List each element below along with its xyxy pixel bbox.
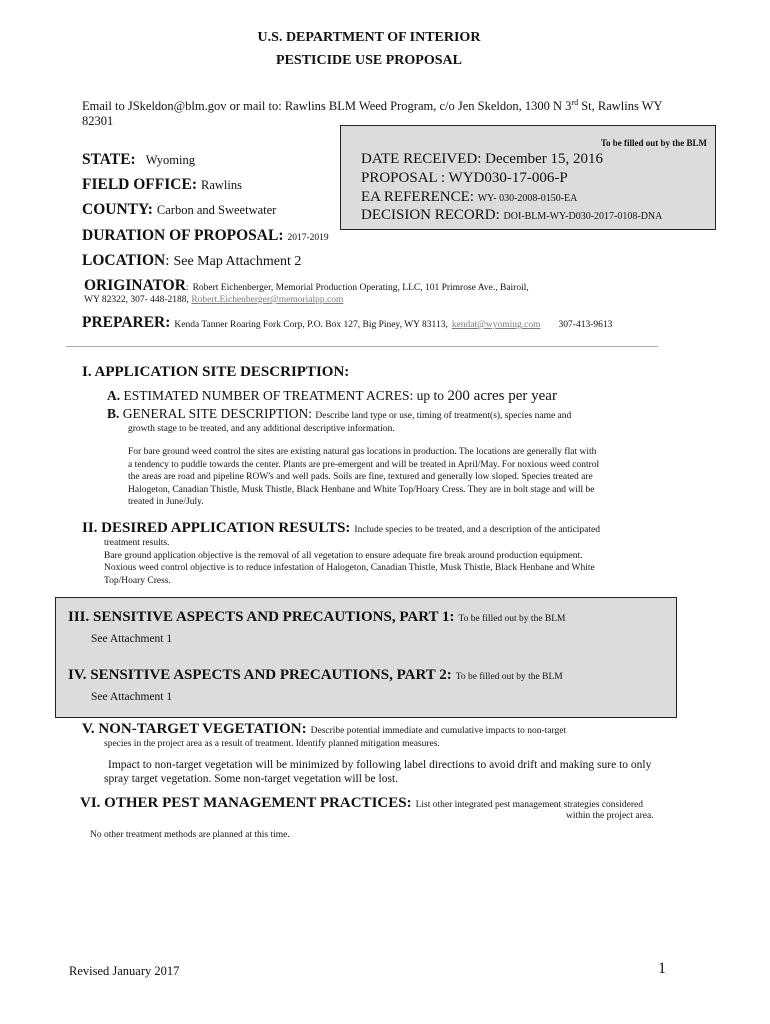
state-field: STATE: Wyoming (82, 151, 195, 168)
section-4-text: See Attachment 1 (91, 691, 173, 703)
email-instruction: Email to JSkeldon@blm.gov or mail to: Rawlins BLM Weed Program, c/o Jen Skeldon, 1300 N 3rd St, Rawlins WY (82, 98, 663, 114)
section-1b: B. GENERAL SITE DESCRIPTION: Describe land type or use, timing of treatment(s), species name and (107, 406, 572, 421)
section-1b-note: growth stage to be treated, and any additional descriptive information. (128, 424, 395, 434)
email-zip: 82301 (82, 114, 114, 128)
sensitive-aspects-box (55, 597, 677, 718)
section-4-title: IV. SENSITIVE ASPECTS AND PRECAUTIONS, PART 2: To be filled out by the BLM (68, 667, 563, 683)
divider (66, 346, 658, 347)
field-office-field: FIELD OFFICE: Rawlins (82, 176, 242, 193)
preparer-email-link[interactable]: kendat@wyoming.com (451, 320, 541, 330)
section-6-note: within the project area. (566, 811, 654, 821)
ea-reference: EA REFERENCE: WY- 030-2008-0150-EA (361, 189, 578, 205)
header-title: U.S. DEPARTMENT OF INTERIOR (257, 30, 481, 45)
section-6-text: No other treatment methods are planned at this time. (90, 830, 290, 840)
duration-field: DURATION OF PROPOSAL: 2017-2019 (82, 227, 329, 244)
section-5-note: species in the project area as a result of treatment. Identify planned mitigation measures. (104, 739, 440, 749)
originator-email-link[interactable]: Robert.Eichenberger@memorialpp.com (191, 295, 344, 305)
originator-field: ORIGINATOR: Robert Eichenberger, Memorial Production Operating, LLC, 101 Primrose Ave., Bairoil, (84, 277, 529, 294)
date-received: DATE RECEIVED: December 15, 2016 (361, 151, 604, 167)
revised-date: Revised January 2017 (69, 964, 180, 978)
header-subtitle: PESTICIDE USE PROPOSAL (276, 53, 462, 68)
section-5-title: V. NON-TARGET VEGETATION: Describe potential immediate and cumulative impacts to non-target (82, 721, 567, 737)
decision-record: DECISION RECORD: DOI-BLM-WY-D030-2017-0108-DNA (361, 207, 663, 223)
site-description: For bare ground weed control the sites are existing natural gas locations in production. The locations are generally flat with a tendency to puddle towards the center. Plants are pre-emergent and will be treated in April/May. For noxious weed control the areas are road and pipeline ROW's and well pads. Soils are fine, textured and generally low sloped. Species treated are Halogeton, Canadian Thistle, Musk Thistle, Black Henbane and White Top/Hoary Cress. They are in bolt stage and will be treated in June/July. (128, 447, 600, 507)
section-2-body: treatment results. Bare ground application objective is the removal of all vegetation to ensure adequate fire break around production equipment. Noxious weed control objective is to reduce infestation of Halogeton, Canadian Thistle, Musk Thistle, Black Henbane and White Top/Hoary Cress. (104, 538, 595, 586)
section-6-title: VI. OTHER PEST MANAGEMENT PRACTICES: List other integrated pest management strategies considered (80, 795, 643, 811)
section-1-title: I. APPLICATION SITE DESCRIPTION: (82, 364, 350, 380)
section-1a: A. ESTIMATED NUMBER OF TREATMENT ACRES: up to 200 acres per year (107, 388, 557, 404)
blm-box-note: To be filled out by the BLM (600, 138, 707, 148)
county-field: COUNTY: Carbon and Sweetwater (82, 201, 277, 218)
section-3-title: III. SENSITIVE ASPECTS AND PRECAUTIONS, PART 1: To be filled out by the BLM (68, 609, 566, 625)
section-3-text: See Attachment 1 (91, 633, 173, 645)
originator-contact: WY 82322, 307- 448-2188, Robert.Eichenberger@memorialpp.com (84, 295, 344, 305)
page-number: 1 (658, 960, 666, 977)
blm-office-box (340, 125, 716, 230)
location-field: LOCATION: See Map Attachment 2 (82, 252, 302, 269)
preparer-field: PREPARER: Kenda Tanner Roaring Fork Corp, P.O. Box 127, Big Piney, WY 83113, kendat@wyoming.com 307-413-9613 (82, 314, 613, 331)
proposal-number: PROPOSAL : WYD030-17-006-P (361, 170, 568, 186)
section-2-title: II. DESIRED APPLICATION RESULTS: Include species to be treated, and a description of the anticipated (82, 520, 601, 536)
section-5-body: Impact to non-target vegetation will be minimized by following label directions to avoid drift and making sure to only spray target vegetation. Some non-target vegetation will be lost. (104, 759, 652, 785)
